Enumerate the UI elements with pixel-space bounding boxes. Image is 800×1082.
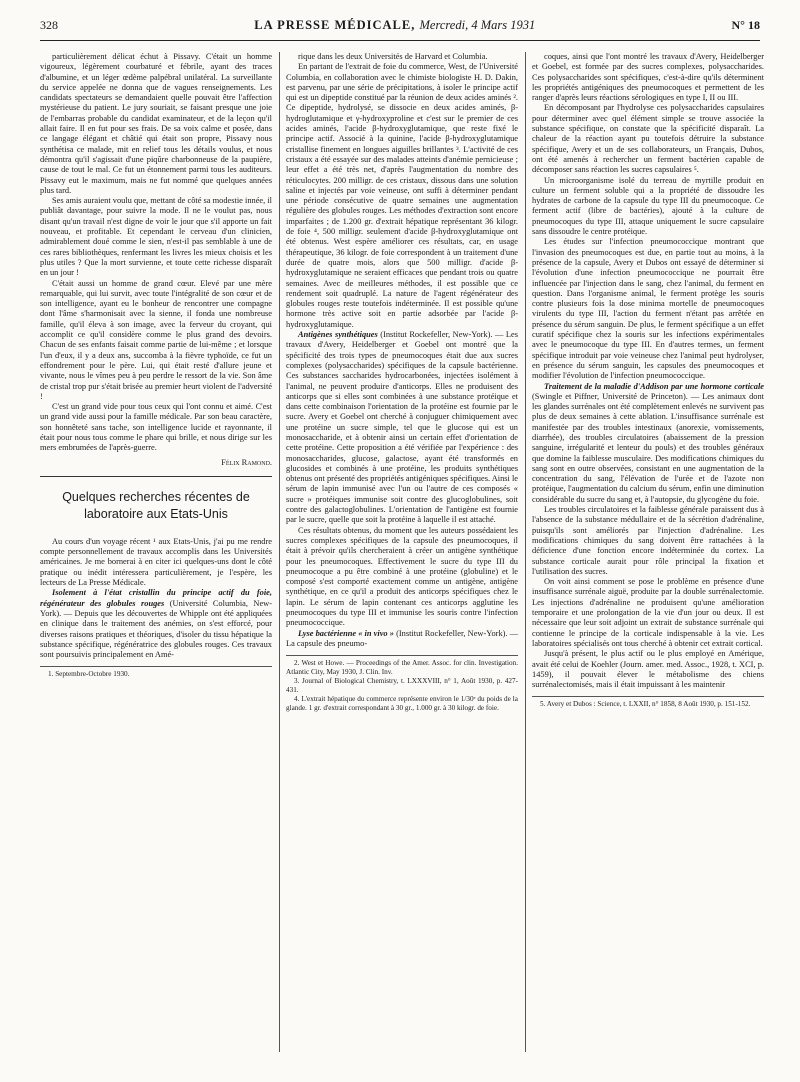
paragraph: C'était aussi un homme de grand cœur. Elevé par une mère remarquable, qui lui survit, avec toute l'intégralité de son cœur et de son intelligence, ayant eu le bonheur de rencontrer une compagne dont l'âme s'harmonisait avec la sienne, il fonda une nombreuse famille, qu'il éleva à son image, avec la ferveur du croyant, qui accomplit ce qu'il considère comme le plus grand des devoirs. Chacun de ses enfants faisait comme partie de lui-même ; et lorsque l'un d'eux, il y a deux ans, succomba à la fièvre typhoïde, ce fut un effondrement pour le père. Lui, qui était resté d'allure jeune et vivante, nous le vîmes peu à peu perdre le ressort de la vie. Son âme de cristal trop pur s'était brisée au premier heurt violent de l'adversité ! xyxy=(40,278,272,401)
paragraph: particulièrement délicat échut à Pissavy. C'était un homme vigoureux, légèrement courbaturé et fébrile, ayant des traces d'albumine, et un léger œdème palpébral unilatéral. La surveillante du service appelée ne donna que de vagues renseignements. Les candidats spectateurs se demandaient quelle pouvait être l'affection mystérieuse du patient. Le jury souriait, se faisant presque une joie de l'embarras probable du candidat examinateur, et de la leçon qu'il allait faire. Il en fut pour ses frais. De sa voix calme et posée, dans ce langage élégant et châtié qui était son propre, Pissavy nous synthétisa ce malade, mit en relief tous les détails voulus, et nous démontra qu'il s'agissait d'une piqûre charbonneuse de la paupière, cause de tout le mal. Ce fut un étonnement parmi tous les auditeurs. Pissavy eut le maximum, mais ne fut nommé que quelques années plus tard. xyxy=(40,52,272,195)
footnote: 4. L'extrait hépatique du commerce représente environ le 1/30ᵉ du poids de la glande. 1 gr. d'extrait correspondant à 30 gr., 1.000 gr. à 30 kilogr. de foie. xyxy=(286,695,518,713)
subsection xyxy=(286,629,518,650)
subsection-text: (Swingle et Piffner, Université de Princeton). — Les animaux dont les glandes surrénales ont été complètement enlevés ne survivent pas plus de deux semaines à cette ablation. L'insuffisance surrénale est manifestée par des troubles intestinaux (anorexie, vomissements, diarrhée), des troubles circulatoires (abaissement de la pression sanguine, irrégularité et lenteur du pouls) et des troubles généraux que domine la faiblesse musculaire. Des modifications chimiques du sang sont en outre observées, consistant en une augmentation de la concentration du sang, l'élévation de l'urée et de l'azote non protéique, l'augmentation du calcium du sérum, enfin une diminution considérable du sucre du sang et, à l'autopsie, du glycogène du foie. xyxy=(532,391,764,504)
subsection-heading: Traitement de la maladie d'Addison par une hormone corticale xyxy=(544,381,764,391)
subsection-text: (Institut Rockefeller, New-York). — Les travaux d'Avery, Heidelberger et Goebel ont montré que la spécificité des trois types de pneumocoques était due aux sucres complexes (polysaccharides) spécifiques de la capsule bactérienne. Ces substances saccharides hydrocarbonées, injectées isolément à l'animal, ne peuvent produire d'anticorps. Elles ne produisent des anticorps que si elles sont combinées à une substance protéique et dans cette combinaison l'orientation de la protéine est fournie par le sucre. Avery et Goebel ont cherché à conjuguer chimiquement avec une protéine un sucre simple, tel que le glucose qui est un monosaccharide, et à obtenir ainsi un certain effet d'orientation de cette protéine. Cette proposition a été vérifiée par l'expérience : des monosaccharides, glucose, galactose, ayant été transformés en glucosides et combinés à une protéine, les produits synthétiques obtenus ont présenté des propriétés antigéniques spécifiques. Ainsi le sérum de lapin immunisé avec l'un ou l'autre de ces composés « sucre » protéiques immunise soit contre des glucoglobulines, soit contre des galactoglobulines. L'orientation de l'antigène est fournie par le sucre, quelle que soit la protéine à laquelle il est attaché. xyxy=(286,330,518,525)
author-signature: Félix Ramond. xyxy=(221,457,272,467)
page-header xyxy=(40,18,760,41)
footnotes xyxy=(40,666,272,679)
paragraph: C'est un grand vide pour tous ceux qui l'ont connu et aimé. C'est un grand vide aussi pour la famille médicale. Par son beau caractère, son honnêteté sans tache, son intelligence lucide et rayonnante, il était pour nous tous comme le phare qui brille, et nous dirige sur les mers embrumées de l'après-guerre. xyxy=(40,402,272,453)
column-rule xyxy=(525,52,526,1052)
footnote: 2. West et Howe. — Proceedings of the Amer. Assoc. for clin. Investigation. Atlantic City, May 1930, J. Clin. Inv. xyxy=(286,659,518,677)
paragraph: rique dans les deux Universités de Harvard et Columbia. xyxy=(298,52,488,61)
column-rule xyxy=(279,52,280,1052)
subsection xyxy=(40,588,272,660)
footnotes xyxy=(532,696,764,709)
subsection-heading: Antigènes synthétiques xyxy=(298,330,378,340)
column-2 xyxy=(286,52,518,713)
paragraph: coques, ainsi que l'ont montré les travaux d'Avery, Heidelberger et Goebel, est formée par des sucres complexes, polysaccharides. Ces polysaccharides sont spécifiques, c'est-à-dire qu'ils déterminent les propriétés antigéniques des pneumocoques et permettent de les ranger d'après leurs réactions sérologiques en type I, II ou III. xyxy=(532,52,764,103)
paragraph: Les études sur l'infection pneumococcique montrant que l'invasion des pneumocoques est due, en partie tout au moins, à la présence de la capsule, Avery et Dubos ont essayé de déterminer si l'évolution d'une infection pneumococcique ne pourrait être influencée par l'injection dans le sang, chez l'animal, du ferment en question. Dans l'organisme animal, le ferment protège les souris contre plusieurs fois la dose minima mortelle de pneumocoques virulents du type III, l'action du ferment n'étant pas arrêtée en présence du sérum sanguin. De plus, le ferment spécifique a un effet curatif spécifique chez la souris sur les infections expérimentales avec le pneumocoque du type III. En d'autres termes, un ferment spécifique introduit par voie veineuse chez l'animal peut hydrolyser, en présence du sérum sanguin, les capsules des pneumocoques et modifier l'évolution de l'infection pneumococcique. xyxy=(532,237,764,381)
subsection-heading: Lyse bactérienne « in vivo » xyxy=(298,628,394,638)
article-title: Quelques recherches récentes de laboratoire aux Etats-Unis xyxy=(62,489,250,521)
page-number: 328 xyxy=(40,18,58,32)
paragraph: Au cours d'un voyage récent ¹ aux Etats-Unis, j'ai pu me rendre compte personnellement de travaux accomplis dans les Universités américaines. Je me bornerai à en citer ici quelques-uns dont le côté pratique ou inédit intéressera particulièrement, je l'espère, les lecteurs de La Presse Médicale. xyxy=(40,536,272,588)
footnote: 5. Avery et Dubos : Science, t. LXXII, n° 1858, 8 Août 1930, p. 151-152. xyxy=(540,700,751,709)
paragraph: On voit ainsi comment se pose le problème en présence d'une insuffisance surrénale aiguë, produite par la double surrénalectomie. Les injections d'adrénaline ne produisent qu'une amélioration temporaire et une prolongation de la vie d'un jour ou deux. Il est nécessaire que leur soit adjoint un extrait de substance surrénale qui contienne le principe de la corticale indispensable à la vie. Les laboratoires spécialisés ont tous cherché à obtenir cet extrait cortical. xyxy=(532,577,764,648)
paragraph: En partant de l'extrait de foie du commerce, West, de l'Université Columbia, en collaboration avec le chimiste biologiste H. D. Dakin, est parvenu, par une série de précipitations, à isoler le principe actif qui est un dipeptide constitué par la réunion de deux acides aminés ². Ce dipeptide, hydrolysé, se dissocie en deux acides aminés, β-hydroglutamique et γ-hydroxyproline et c'est sur le premier de ces acides aminés, l'acide β-hydroxyglutamique, que reste fixé le principe actif. Associé à la quinine, l'acide β-hydroxyglutamique cristallise finement en longues aiguilles brillantes ³. L'activité de ces cristaux a été essayée sur des malades atteints d'anémie pernicieuse ; leur effet a été très net, d'après l'augmentation du nombre des réticulocytes. 200 milligr. de ces cristaux, dissous dans une solution saline et injectés par voie veineuse, ont suffi à déterminer pendant une période consécutive de quatre semaines une augmentation régulière des globules rouges. Les méthodes d'extraction sont encore imparfaites ; de 1.200 gr. d'extrait hépatique représentant 36 kilogr. de foie ⁴, 500 milligr. seulement d'acide β-hydroxyglutamique ont été obtenus. West espère améliorer ces résultats, car, en usage thérapeutique, 36 kilogr. de foie correspondent à un traitement d'une durée de quatre mois, alors que 500 milligr. d'acide β-hydroxyglutamique ne seraient efficaces que pendant trois ou quatre semaines. Avec de meilleures méthodes, il est possible que ce rendement soit quadruplé. La nature de l'agent régénérateur des globules rouges reste toutefois indéterminée. Il est possible qu'une hormone très active soit en partie adsorbée par l'acide β-hydroxyglutamique. xyxy=(286,62,518,329)
journal-masthead xyxy=(254,18,535,33)
issue-number: N° 18 xyxy=(731,18,760,32)
footnotes xyxy=(286,655,518,713)
paragraph: En décomposant par l'hydrolyse ces polysaccharides capsulaires pour déterminer avec quel élément simple se trouve associée la substance spécifique, on constate que la spécificité disparaît. La chaleur de la réaction ayant pu toutefois détruire la substance spécifique, Avery et un de ses collaborateurs, un Français, Dubos, ont été amenés à rechercher un ferment bactérien capable de décomposer sans réaction les sucres capsulaires ⁵. xyxy=(532,103,764,175)
paragraph: Les troubles circulatoires et la faiblesse générale paraissent dus à l'absence de la substance médullaire et de la sécrétion d'adrénaline, puisqu'ils sont améliorés par l'injection d'adrénaline. Les modifications chimiques du sang doivent être rattachées à la déficience d'une fonction encore indéterminée du cortex. La substance corticale aurait pour rôle principal la fixation et l'utilisation des sucres. xyxy=(532,505,764,576)
column-1 xyxy=(40,52,272,679)
column-3 xyxy=(532,52,764,709)
paragraph: Ces résultats obtenus, du moment que les auteurs possédaient les sucres complexes spécifiques de la capsule des pneumocoques, il était à prévoir qu'ils chercheraient à créer un antigène synthétique pour les pneumocoques. Effectivement le sucre du type III du pneumocoque a pu être combiné à une protéine (globuline) et le composé s'est comporté exactement comme un antigène, antigène synthétique, en ce qu'il a produit des anticorps spécifiques chez le lapin. Le sérum de lapin contenant ces anticorps agglutine les pneumocoques du type III et immunise les souris contre l'infection pneumococcique. xyxy=(286,525,518,628)
footnote: 1. Septembre-Octobre 1930. xyxy=(48,670,130,679)
paragraph: Un microorganisme isolé du terreau de myrtille produit en culture un ferment soluble qui a la propriété de dissoudre les hydrates de carbone de la capsule du type III du pneumocoque. Ce ferment actif (libre de bactéries), ajouté à la culture de pneumocoques du type III, attaque uniquement le sucre capsulaire sans dissoudre le centre protéique. xyxy=(532,175,764,237)
paragraph: Jusqu'à présent, le plus actif ou le plus employé en Amérique, avait été celui de Koehler (Journ. amer. med. Assoc., 1928, t. XCI, p. 1459), il pouvait élever le métabolisme des chiens surrénalectomisés, mais il était impuissant à les maintenir xyxy=(532,649,764,690)
subsection-text: (Institut Rockefeller, New-York). — La capsule des pneumo- xyxy=(286,628,519,648)
journal-title: LA PRESSE MÉDICALE, xyxy=(254,18,416,32)
paragraph: Ses amis auraient voulu que, mettant de côté sa modestie innée, il publiât davantage, pour suivre la mode. Il ne le voulut pas, nous disant qu'un travail n'est digne de voir le jour que s'il apporte un fait nouveau, et profitable. Et cependant le cerveau d'un clinicien, admirablement doué comme le sien, n'est-il pas semblable à une de ces rares bibliothèques, renfermant les livres les mieux choisis et les plus utiles ? Que la mort survienne, et toute cette richesse disparaît en un jour ! xyxy=(40,196,272,278)
subsection xyxy=(532,382,764,506)
subsection-heading: Isolement à l'état cristallin du principe actif du foie, régénérateur des globules rouges xyxy=(40,588,272,608)
subsection-text: (Université Columbia, New-York). — Depuis que les découvertes de Whipple ont été appliquées en clinique dans le traitement des anémies, on s'est efforcé, pour diverses raisons pratiques et théoriques, d'isoler du tissu hépatique la substance spécifique, régénératrice des globules rouges. Ces travaux sont poursuivis principalement en Amé- xyxy=(40,598,273,660)
issue-date: Mercredi, 4 Mars 1931 xyxy=(419,18,536,32)
section-divider xyxy=(40,476,272,477)
subsection xyxy=(286,330,518,526)
footnote: 3. Journal of Biological Chemistry, t. LXXXVIII, n° 1, Août 1930, p. 427-431. xyxy=(286,677,518,695)
